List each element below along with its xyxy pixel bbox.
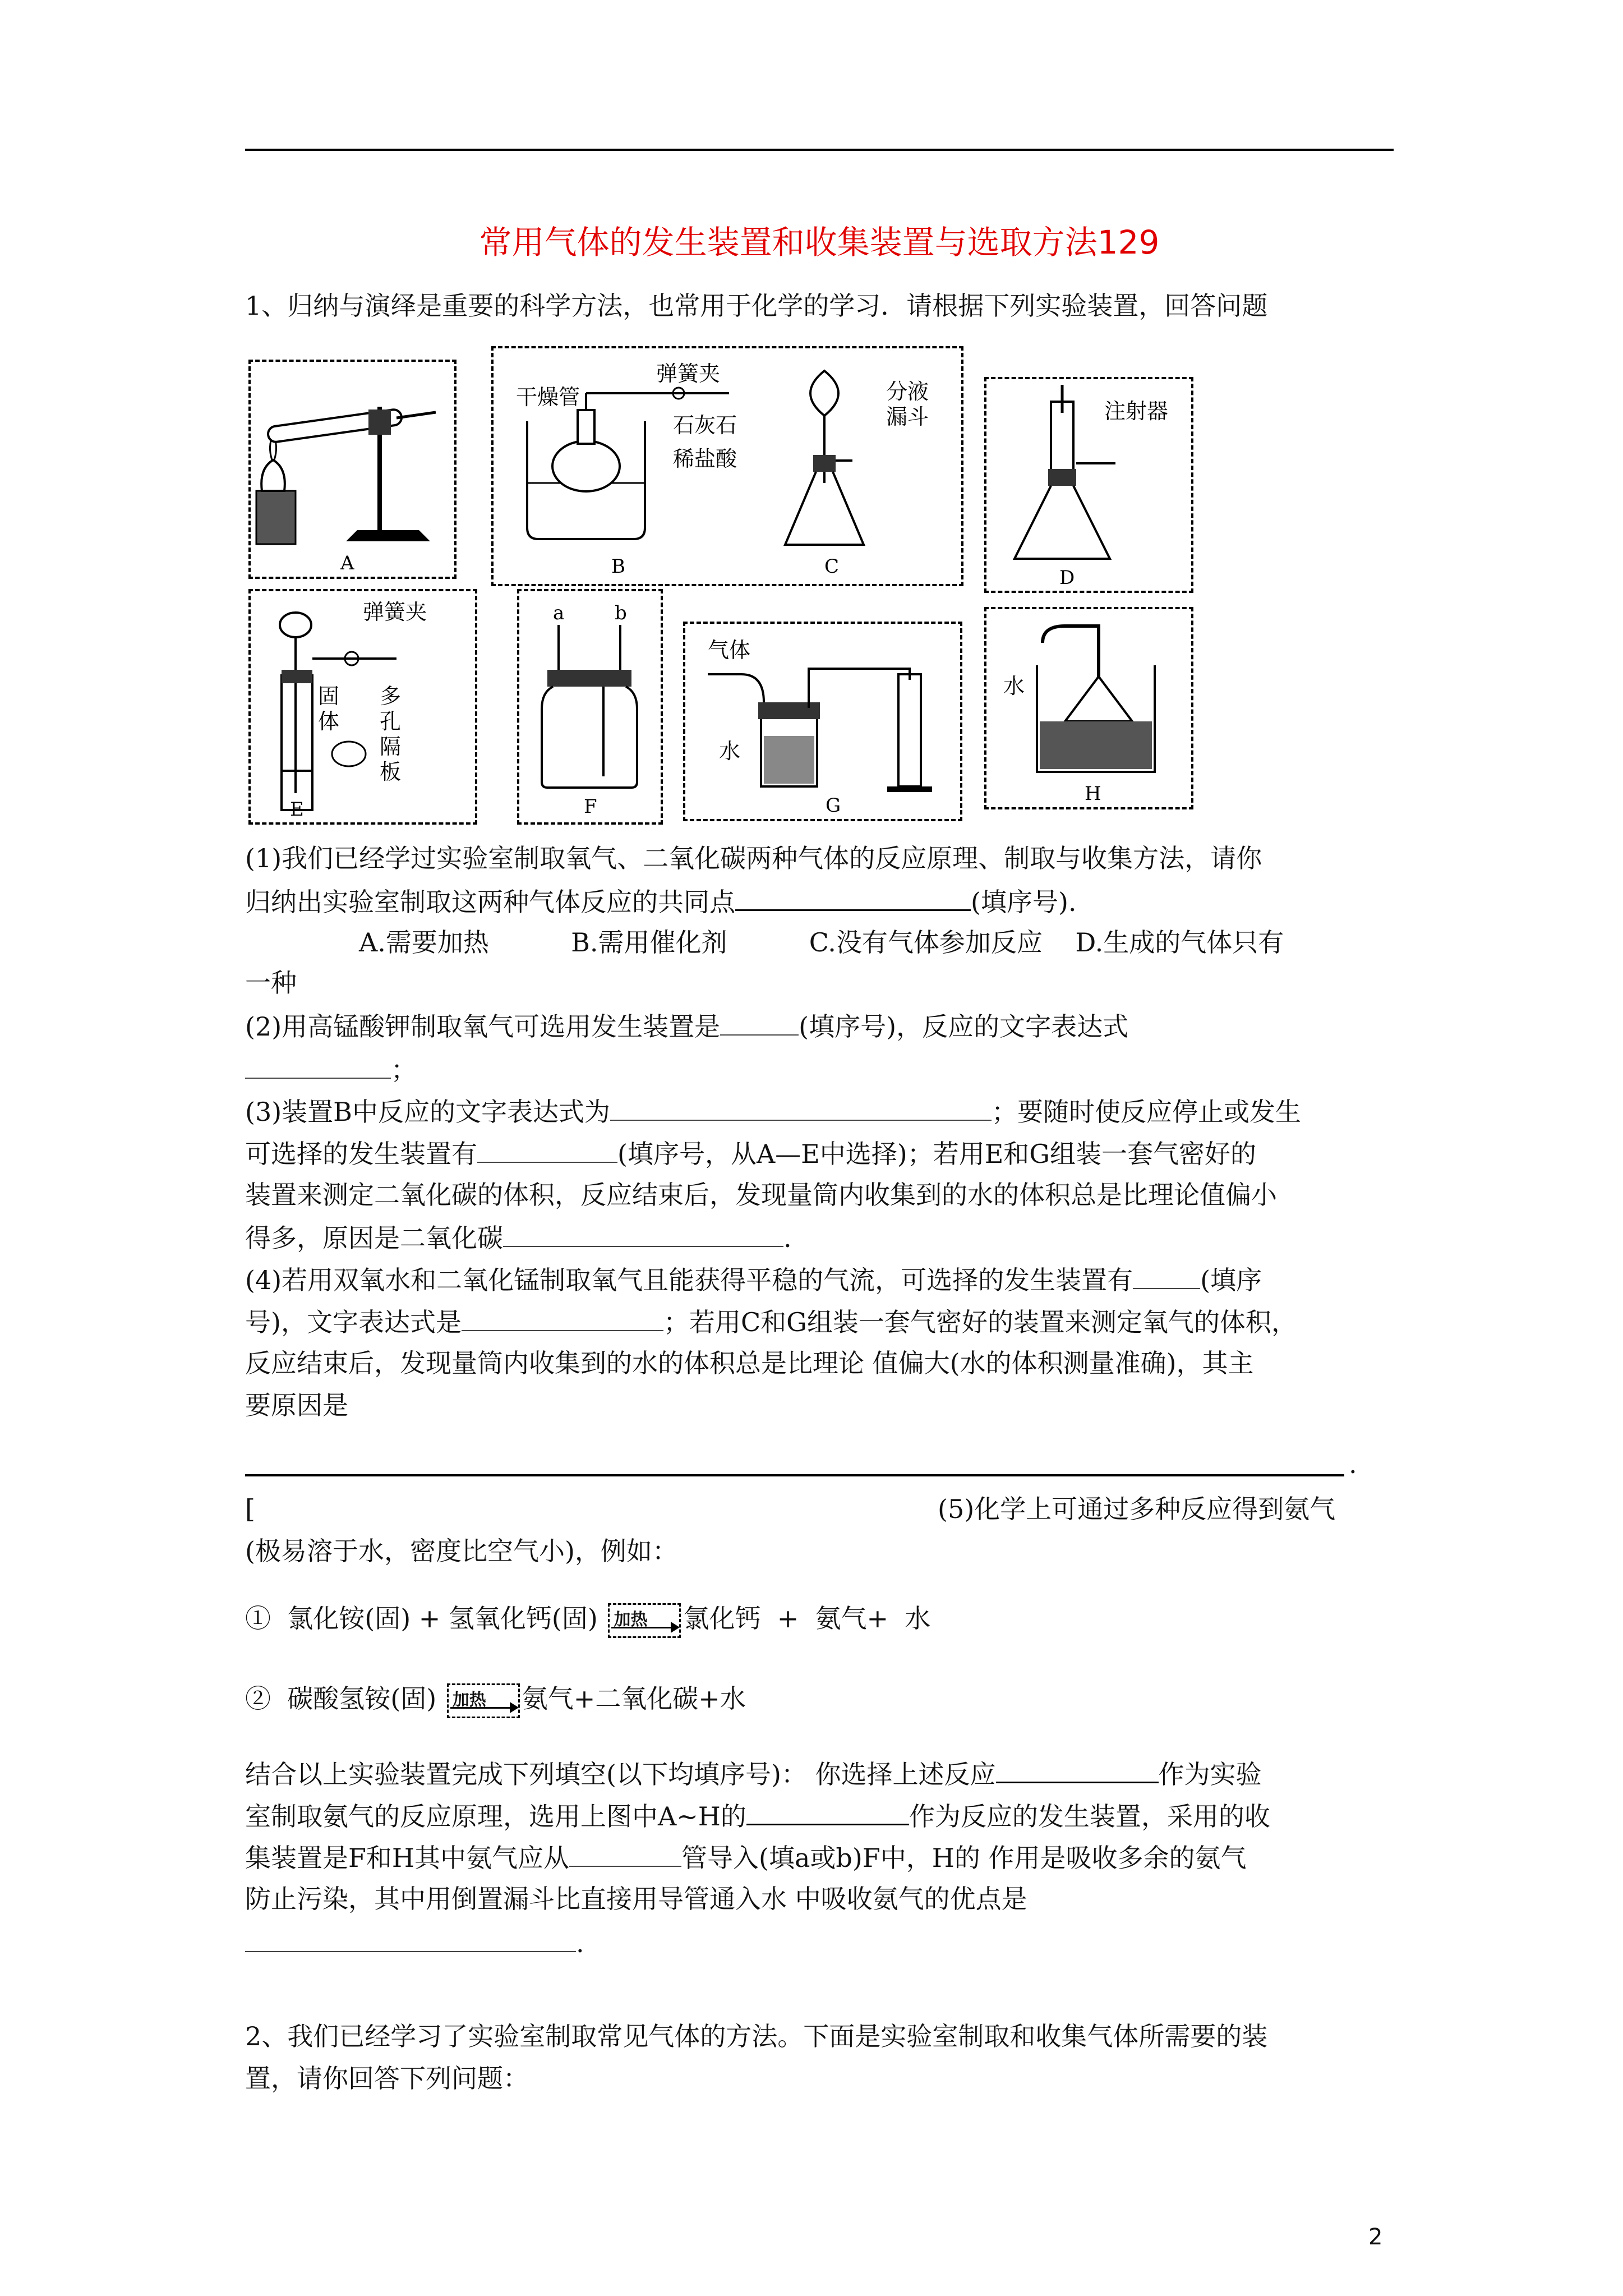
q1-part5-line9: . [245,1925,584,1960]
svg-text:石灰石: 石灰石 [673,413,737,438]
q1-part5-line8: 防止污染，其中用倒置漏斗比直接用导管通入水 中吸收氨气的优点是 [245,1884,1027,1914]
q1-part3-line3: 装置来测定二氧化碳的体积，反应结束后，发现量筒内收集到的水的体积总是比理论值偏小 [245,1180,1277,1210]
q1-part5-line1: (5)化学上可通过多种反应得到氨气 [938,1494,1336,1524]
svg-text:孔: 孔 [380,709,402,734]
svg-text:注射器: 注射器 [1104,399,1169,424]
q1-part4-line1: (4)若用双氧水和二氧化锰制取氧气且能获得平稳的气流，可选择的发生装置有 (填序 [245,1262,1262,1297]
q2-line1: 2、我们已经学习了实验室制取常见气体的方法。下面是实验室制取和收集气体所需要的装 [245,2021,1268,2051]
answer-blank-10[interactable] [746,1798,909,1825]
answer-blank-4[interactable] [610,1094,992,1121]
svg-text:弹簧夹: 弹簧夹 [363,600,427,624]
svg-text:稀盐酸: 稀盐酸 [673,447,737,471]
q1-part1-options: A.需要加热 B.需用催化剂 C.没有气体参加反应 D.生成的气体只有 [359,927,1284,958]
figure-d-syringe-apparatus [984,377,1193,593]
answer-blank-8[interactable] [462,1304,663,1331]
svg-text:H: H [1085,783,1101,805]
answer-blank-2[interactable] [720,1009,799,1036]
answer-blank-9[interactable] [996,1756,1159,1783]
svg-text:弹簧夹: 弹簧夹 [656,361,721,386]
svg-text:水: 水 [1003,674,1025,698]
q1-intro: 1、归纳与演绎是重要的科学方法，也常用于化学的学习．请根据下列实验装置，回答问题 [245,291,1268,321]
q1-part4-line2: 号)，文字表达式是 ；若用C和G组装一套气密好的装置来测定氧气的体积， [245,1304,1297,1339]
figure-f-gas-bottle [517,589,663,825]
page-number: 2 [1368,2224,1383,2250]
q1-part1-line4: 一种 [245,968,297,998]
svg-text:隔: 隔 [380,734,402,759]
q1-part3-line2: 可选择的发生装置有 (填序号，从A—E中选择)；若用E和G组装一套气密好的 [245,1136,1256,1171]
figure-a-label: A [340,552,354,574]
figure-h-inverted-funnel [984,607,1193,809]
q1-part4-line4: 要原因是 [245,1390,348,1420]
q1-part1-line2: 归纳出实验室制取这两种气体反应的共同点 (填序号). [245,884,1077,919]
svg-text:G: G [826,794,841,817]
figure-e-porous-plate-apparatus [248,589,477,825]
q1-part5-line2: (极易溶于水，密度比空气小)，例如： [245,1536,678,1566]
q1-part4-end: . [1349,1449,1357,1479]
svg-text:气体: 气体 [708,638,751,662]
svg-text:多: 多 [380,684,402,708]
q1-part5-line6: 室制取氨气的反应原理，选用上图中A~H的 作为反应的发生装置，采用的收 [245,1798,1270,1833]
svg-text:F: F [584,795,597,818]
answer-blank-5[interactable] [477,1136,617,1163]
answer-blank-12[interactable] [245,1925,576,1952]
reaction-1: ① 氯化铵(固) + 氢氧化钙(固) 加热 氯化钙 + 氨气+ 水 [245,1602,930,1638]
q1-part4-line3: 反应结束后，发现量筒内收集到的水的体积总是比理论 值偏大(水的体积测量准确)，其主 [245,1348,1254,1378]
svg-text:C: C [824,555,840,578]
heat-arrow-1: 加热 [608,1603,681,1638]
page-title: 常用气体的发生装置和收集装置与选取方法129 [479,223,1160,261]
svg-text:漏斗: 漏斗 [886,404,929,429]
svg-text:干燥管: 干燥管 [516,385,580,409]
q1-part5-bracket: [ [245,1494,255,1524]
answer-blank-6[interactable] [503,1220,783,1247]
q1-part5-line7: 集装置是F和H其中氨气应从 管导入(填a或b)F中，H的 作用是吸收多余的氨气 [245,1840,1246,1875]
svg-text:B: B [611,555,625,578]
answer-blank-1[interactable] [735,884,971,911]
q1-part2-line2: ； [245,1052,417,1087]
figure-b-drying-tube-apparatus [491,346,963,586]
svg-text:水: 水 [719,739,741,763]
reaction-2: ② 碳酸氢铵(固) 加热 氨气+二氧化碳+水 [245,1682,746,1718]
q1-part5-line5: 结合以上实验装置完成下列填空(以下均填序号)： 你选择上述反应 作为实验 [245,1756,1262,1791]
svg-text:分液: 分液 [886,379,929,404]
svg-text:板: 板 [380,760,402,784]
heat-arrow-2: 加热 [447,1683,520,1718]
svg-text:固: 固 [318,684,340,708]
svg-text:体: 体 [318,709,340,734]
svg-text:E: E [290,798,304,821]
svg-text:D: D [1059,567,1075,589]
answer-blank-7[interactable] [1133,1262,1200,1289]
q2-line2: 置，请你回答下列问题： [245,2063,529,2093]
q1-part2-line1: (2)用高锰酸钾制取氧气可选用发生装置是 (填序号)，反应的文字表达式 [245,1009,1128,1043]
figure-g-water-displacement [683,622,962,821]
figure-a-heating-apparatus [248,360,457,579]
q1-part3-line4: 得多，原因是二氧化碳 . [245,1220,792,1255]
header-rule [245,149,1394,151]
svg-text:b: b [615,602,627,624]
answer-blank-3[interactable] [245,1052,391,1079]
answer-long-line[interactable] [245,1474,1344,1476]
answer-blank-11[interactable] [569,1840,681,1867]
svg-text:a: a [553,602,565,624]
q1-part1-line1: (1)我们已经学过实验室制取氧气、二氧化碳两种气体的反应原理、制取与收集方法，请你 [245,843,1262,873]
q1-part3-line1: (3)装置B中反应的文字表达式为 ；要随时使反应停止或发生 [245,1094,1301,1129]
